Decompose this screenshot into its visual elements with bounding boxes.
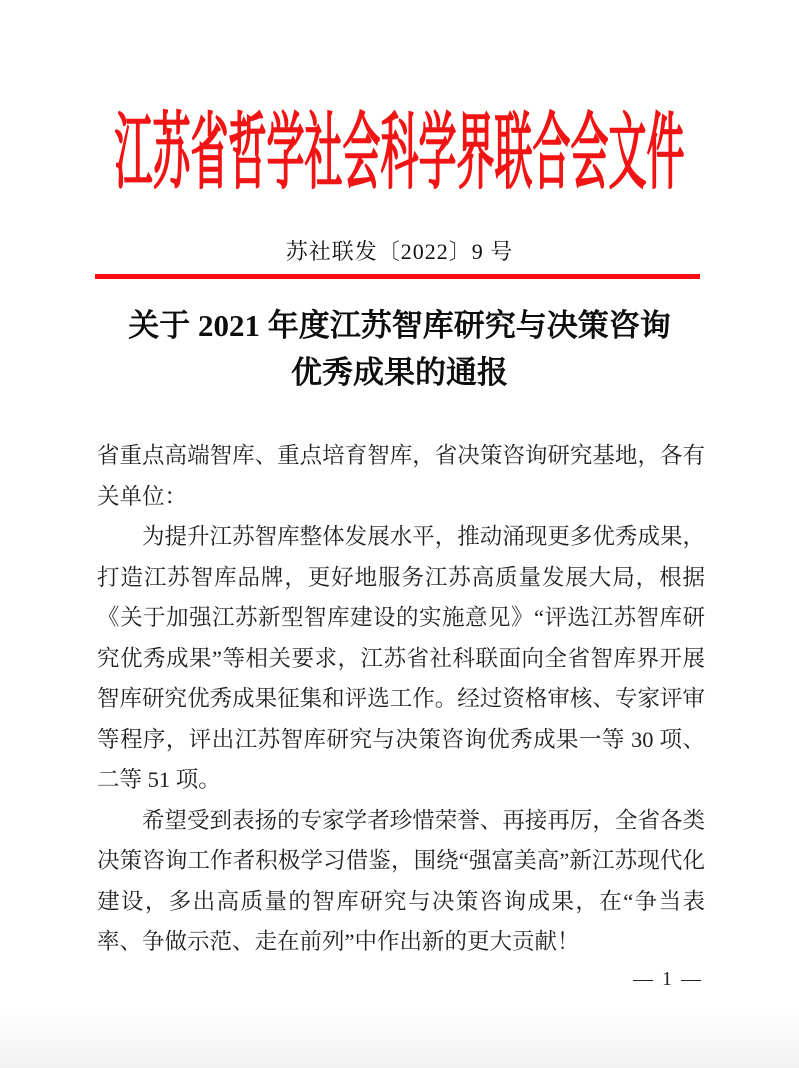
- document-title-line-2: 优秀成果的通报: [291, 355, 508, 390]
- page-bottom-shadow: [0, 1006, 799, 1068]
- letterhead: [0, 108, 799, 201]
- letterhead-title: 江苏省哲学社会科学界联合会文件: [114, 108, 685, 201]
- document-title: [0, 302, 799, 396]
- document-body: [97, 436, 705, 963]
- body-paragraph: 希望受到表扬的专家学者珍惜荣誉、再接再厉，全省各类决策咨询工作者积极学习借鉴，围绕“强富美高”新江苏现代化建设，多出高质量的智库研究与决策咨询成果，在“争当表率、争做示范、走在前列”中作出新的更大贡献！: [97, 807, 705, 954]
- document-title-line-1: 关于 2021 年度江苏智库研究与决策咨询: [128, 308, 671, 343]
- body-paragraph: 为提升江苏智库整体发展水平，推动涌现更多优秀成果，打造江苏智库品牌，更好地服务江苏高质量发展大局，根据《关于加强江苏新型智库建设的实施意见》“评选江苏智库研究优秀成果”等相关要求，江苏省社科联面向全省智库界开展智库研究优秀成果征集和评选工作。经过资格审核、专家评审等程序，评出江苏智库研究与决策咨询优秀成果一等 30 项、二等 51 项。: [97, 524, 705, 792]
- page-number: — 1 —: [633, 968, 703, 990]
- document-number: 苏社联发〔2022〕9 号: [285, 239, 514, 264]
- salutation-paragraph: 省重点高端智库、重点培育智库，省决策咨询研究基地，各有关单位：: [97, 443, 705, 509]
- red-divider: [95, 274, 700, 279]
